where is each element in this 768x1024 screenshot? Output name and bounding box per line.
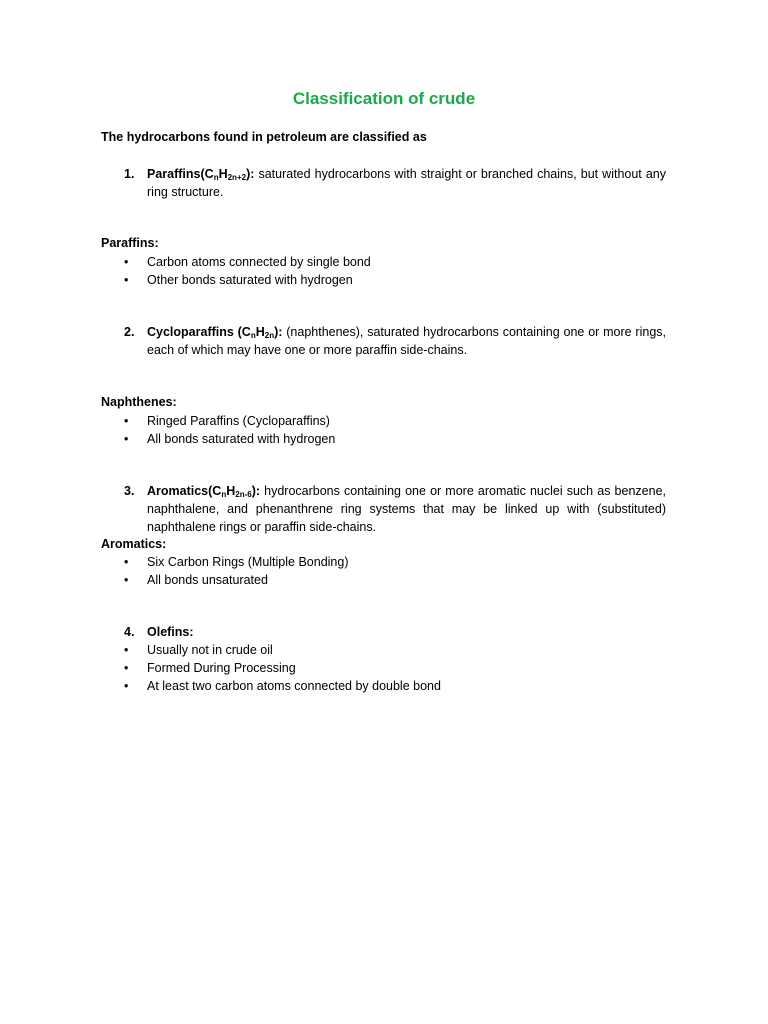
bullet-icon: • — [124, 255, 129, 269]
list-item: • All bonds unsaturated — [124, 573, 268, 587]
item-body — [147, 323, 666, 359]
section-heading-naphthenes: Naphthenes: — [101, 395, 177, 409]
bullet-icon: • — [124, 432, 129, 446]
item-term: Olefins: — [147, 625, 194, 639]
item-number: 3. — [124, 484, 135, 498]
item-description: hydrocarbons containing one or more aromatic nuclei such as benzene, naphthalene, and phenanthrene ring systems that may be linked up with (substituted) naphthalene rings or paraffin side-chains. — [147, 484, 666, 534]
section-heading-aromatics: Aromatics: — [101, 537, 167, 551]
bullet-icon: • — [124, 273, 129, 287]
document-title: Classification of crude — [292, 89, 476, 108]
list-item: • Usually not in crude oil — [124, 643, 273, 657]
bullet-list-aromatics — [101, 553, 348, 589]
section-heading-paraffins: Paraffins: — [101, 236, 159, 250]
item-term: Cycloparaffins $(C_nH_{2n})$: — [147, 325, 283, 340]
item-body — [147, 165, 666, 201]
item-description: saturated hydrocarbons with straight or branched chains, but without any ring structure. — [147, 167, 666, 199]
bullet-icon: • — [124, 555, 129, 569]
bullet-icon: • — [124, 679, 129, 693]
item-term: $Paraffins(C_nH_{2n+2})$: — [147, 167, 255, 182]
list-item: • Six Carbon Rings (Multiple Bonding) — [124, 555, 349, 569]
list-item: • Formed During Processing — [124, 661, 296, 675]
list-item: • All bonds saturated with hydrogen — [124, 432, 336, 446]
bullet-icon: • — [124, 643, 129, 657]
item-number: 4. — [124, 625, 135, 639]
numbered-item-cycloparaffins — [101, 323, 666, 359]
bullet-list-naphthenes — [101, 412, 335, 448]
list-item: • Ringed Paraffins (Cycloparaffins) — [124, 414, 330, 428]
list-item: • At least two carbon atoms connected by double bond — [124, 679, 441, 693]
bullet-list-olefins — [101, 641, 441, 695]
numbered-item-aromatics — [101, 482, 666, 536]
bullet-icon: • — [124, 573, 129, 587]
item-number: 2. — [124, 325, 135, 339]
item-body — [147, 623, 666, 641]
item-number: 1. — [124, 167, 135, 181]
bullet-icon: • — [124, 414, 129, 428]
bullet-icon: • — [124, 661, 129, 675]
bullet-list-paraffins — [101, 253, 371, 289]
intro-text: The hydrocarbons found in petroleum are classified as — [101, 130, 427, 144]
item-term: $Aromatics(C_nH_{2n-6})$: — [147, 484, 261, 499]
item-description: (naphthenes), saturated hydrocarbons containing one or more rings, each of which may have one or more paraffin side-chains. — [147, 325, 666, 357]
numbered-item-paraffins — [101, 165, 666, 201]
list-item: • Other bonds saturated with hydrogen — [124, 273, 353, 287]
numbered-item-olefins — [101, 623, 666, 641]
item-body — [147, 482, 666, 536]
list-item: • Carbon atoms connected by single bond — [124, 255, 371, 269]
